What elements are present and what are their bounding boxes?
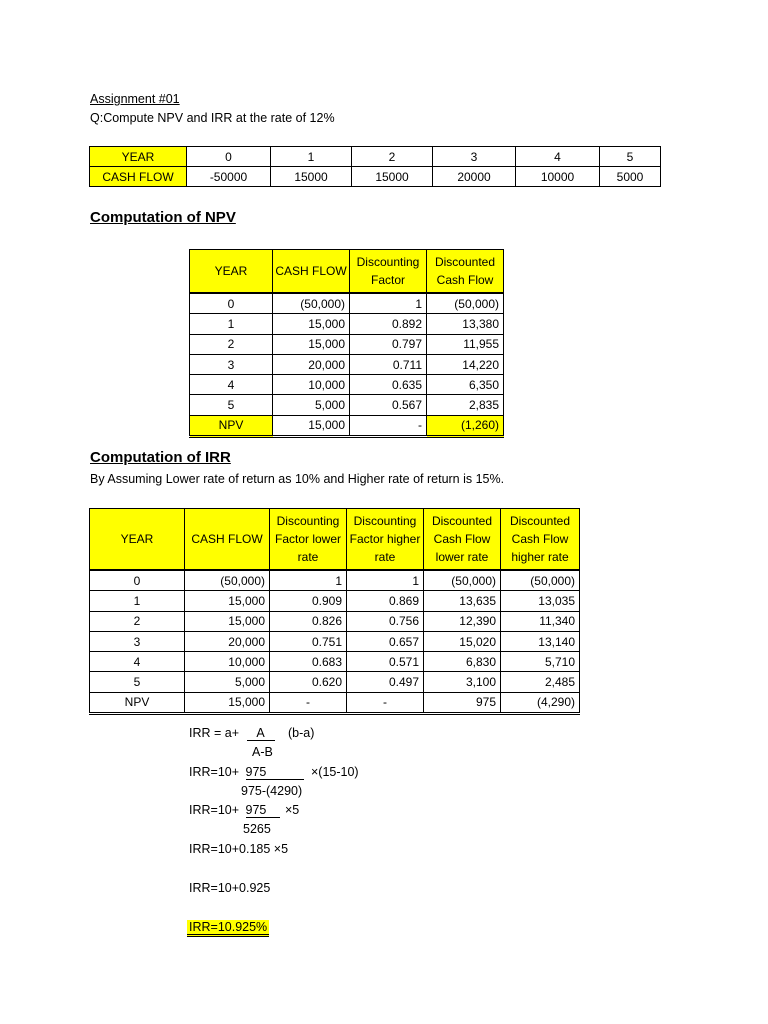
discounted-cell: (50,000) (427, 293, 504, 314)
formula-numerator: 975 (246, 803, 280, 818)
factor-cell: 0.711 (350, 354, 427, 374)
factor-higher-cell: 0.756 (347, 611, 424, 631)
formula-line-7: IRR=10+0.185 ×5 (189, 842, 289, 856)
year-cell: 0 (190, 293, 273, 314)
irr-result (187, 920, 269, 934)
col-header-year: YEAR (90, 509, 185, 571)
table-row (90, 591, 580, 611)
discounted-cell: 6,350 (427, 375, 504, 395)
dcf-higher-cell: (50,000) (501, 570, 580, 591)
npv-result: (1,260) (427, 415, 504, 436)
factor-lower-cell: 0.751 (270, 631, 347, 651)
table-row (190, 293, 504, 314)
col-header-discount-factor: Discounting Factor (350, 250, 427, 294)
col-header-dcf-lower: Discounted Cash Flow lower rate (424, 509, 501, 571)
discounted-cell: 14,220 (427, 354, 504, 374)
dcf-higher-cell: 13,035 (501, 591, 580, 611)
factor-cell: 0.797 (350, 334, 427, 354)
dcf-higher-cell: 13,140 (501, 631, 580, 651)
cash-flow-cell: 20,000 (273, 354, 350, 374)
npv-label: NPV (190, 415, 273, 436)
cash-flow-cell: (50,000) (185, 570, 270, 591)
table-row (90, 672, 580, 692)
cash-flow-cell: -50000 (187, 167, 271, 187)
year-cell: 5 (190, 395, 273, 415)
year-cell: 1 (271, 147, 352, 167)
year-cell: 0 (187, 147, 271, 167)
table-row (90, 652, 580, 672)
dcf-higher-cell: 5,710 (501, 652, 580, 672)
year-cell: 0 (90, 570, 185, 591)
irr-assumption-note: By Assuming Lower rate of return as 10% and Higher rate of return is 15%. (90, 472, 505, 486)
npv-higher-result: (4,290) (501, 692, 580, 713)
year-cell: 5 (600, 147, 661, 167)
question-text: Q:Compute NPV and IRR at the rate of 12% (90, 111, 335, 125)
year-cell: 4 (516, 147, 600, 167)
col-header-cash-flow: CASH FLOW (185, 509, 270, 571)
col-header-cash-flow: CASH FLOW (273, 250, 350, 294)
year-cell: 2 (190, 334, 273, 354)
formula-numerator: A (247, 726, 275, 741)
factor-higher-cell: 0.571 (347, 652, 424, 672)
cash-flow-total: 15,000 (185, 692, 270, 713)
factor-higher-cell: 0.497 (347, 672, 424, 692)
col-header-year: YEAR (190, 250, 273, 294)
table-row (90, 147, 661, 167)
factor-higher-cell: 1 (347, 570, 424, 591)
table-header-row (90, 509, 580, 571)
formula-line-8: IRR=10+0.925 (189, 881, 271, 895)
year-cell: 2 (352, 147, 433, 167)
cash-flow-cell: 15,000 (185, 591, 270, 611)
cashflow-summary-table (89, 146, 661, 187)
cash-flow-cell: 15,000 (273, 334, 350, 354)
dcf-lower-cell: 13,635 (424, 591, 501, 611)
discounted-cell: 13,380 (427, 314, 504, 334)
table-row (90, 570, 580, 591)
npv-total-row (190, 415, 504, 436)
cash-flow-cell: 5,000 (185, 672, 270, 692)
table-row (90, 611, 580, 631)
dcf-lower-cell: 12,390 (424, 611, 501, 631)
cash-flow-cell: 15000 (352, 167, 433, 187)
table-row (190, 375, 504, 395)
table-row (90, 631, 580, 651)
year-cell: 1 (190, 314, 273, 334)
table-row (90, 167, 661, 187)
factor-lower-cell: - (270, 692, 347, 713)
npv-table (189, 249, 504, 438)
table-header-row (190, 250, 504, 294)
formula-text: IRR=10+ (189, 765, 240, 779)
factor-lower-cell: 0.909 (270, 591, 347, 611)
year-cell: 4 (190, 375, 273, 395)
cash-flow-cell: 15000 (271, 167, 352, 187)
npv-lower-result: 975 (424, 692, 501, 713)
factor-cell: - (350, 415, 427, 436)
table-row (190, 314, 504, 334)
formula-text: ×(15-10) (311, 765, 359, 779)
factor-lower-cell: 1 (270, 570, 347, 591)
cash-flow-cell: 15,000 (185, 611, 270, 631)
col-header-dcf-higher: Discounted Cash Flow higher rate (501, 509, 580, 571)
formula-line-1 (189, 726, 314, 741)
factor-cell: 0.635 (350, 375, 427, 395)
year-cell: 2 (90, 611, 185, 631)
dcf-lower-cell: 15,020 (424, 631, 501, 651)
table-row (190, 354, 504, 374)
dcf-lower-cell: (50,000) (424, 570, 501, 591)
assignment-title: Assignment #01 (90, 92, 180, 106)
year-cell: 3 (190, 354, 273, 374)
formula-line-2: A-B (252, 745, 273, 759)
year-cell: 3 (433, 147, 516, 167)
factor-lower-cell: 0.826 (270, 611, 347, 631)
dcf-lower-cell: 3,100 (424, 672, 501, 692)
dcf-higher-cell: 2,485 (501, 672, 580, 692)
irr-final-value: IRR=10.925% (187, 920, 269, 937)
dcf-lower-cell: 6,830 (424, 652, 501, 672)
col-header-factor-lower: Discounting Factor lower rate (270, 509, 347, 571)
irr-table (89, 508, 580, 715)
npv-total-row (90, 692, 580, 713)
row-label-year: YEAR (90, 147, 187, 167)
factor-cell: 0.892 (350, 314, 427, 334)
table-row (190, 395, 504, 415)
formula-numerator: 975 (246, 765, 304, 780)
cash-flow-cell: 20000 (433, 167, 516, 187)
col-header-discounted-cash-flow: Discounted Cash Flow (427, 250, 504, 294)
year-cell: 4 (90, 652, 185, 672)
discounted-cell: 11,955 (427, 334, 504, 354)
npv-heading: Computation of NPV (90, 209, 236, 226)
row-label-cash-flow: CASH FLOW (90, 167, 187, 187)
year-cell: 1 (90, 591, 185, 611)
factor-cell: 1 (350, 293, 427, 314)
cash-flow-cell: 10,000 (185, 652, 270, 672)
cash-flow-total: 15,000 (273, 415, 350, 436)
cash-flow-cell: 15,000 (273, 314, 350, 334)
cash-flow-cell: 10000 (516, 167, 600, 187)
formula-line-6: 5265 (243, 822, 271, 836)
factor-lower-cell: 0.683 (270, 652, 347, 672)
factor-cell: 0.567 (350, 395, 427, 415)
cash-flow-cell: 5,000 (273, 395, 350, 415)
formula-text: (b-a) (288, 726, 315, 740)
npv-label: NPV (90, 692, 185, 713)
factor-higher-cell: 0.657 (347, 631, 424, 651)
year-cell: 5 (90, 672, 185, 692)
formula-line-4: 975-(4290) (241, 784, 303, 798)
formula-line-3 (189, 765, 359, 780)
discounted-cell: 2,835 (427, 395, 504, 415)
formula-text: IRR=10+ (189, 803, 240, 817)
irr-heading: Computation of IRR (90, 449, 231, 466)
col-header-factor-higher: Discounting Factor higher rate (347, 509, 424, 571)
cash-flow-cell: 20,000 (185, 631, 270, 651)
factor-higher-cell: - (347, 692, 424, 713)
formula-text: ×5 (285, 803, 300, 817)
formula-text: IRR = a+ (189, 726, 240, 740)
table-row (190, 334, 504, 354)
year-cell: 3 (90, 631, 185, 651)
cash-flow-cell: (50,000) (273, 293, 350, 314)
formula-line-5 (189, 803, 299, 818)
factor-lower-cell: 0.620 (270, 672, 347, 692)
dcf-higher-cell: 11,340 (501, 611, 580, 631)
cash-flow-cell: 5000 (600, 167, 661, 187)
cash-flow-cell: 10,000 (273, 375, 350, 395)
factor-higher-cell: 0.869 (347, 591, 424, 611)
